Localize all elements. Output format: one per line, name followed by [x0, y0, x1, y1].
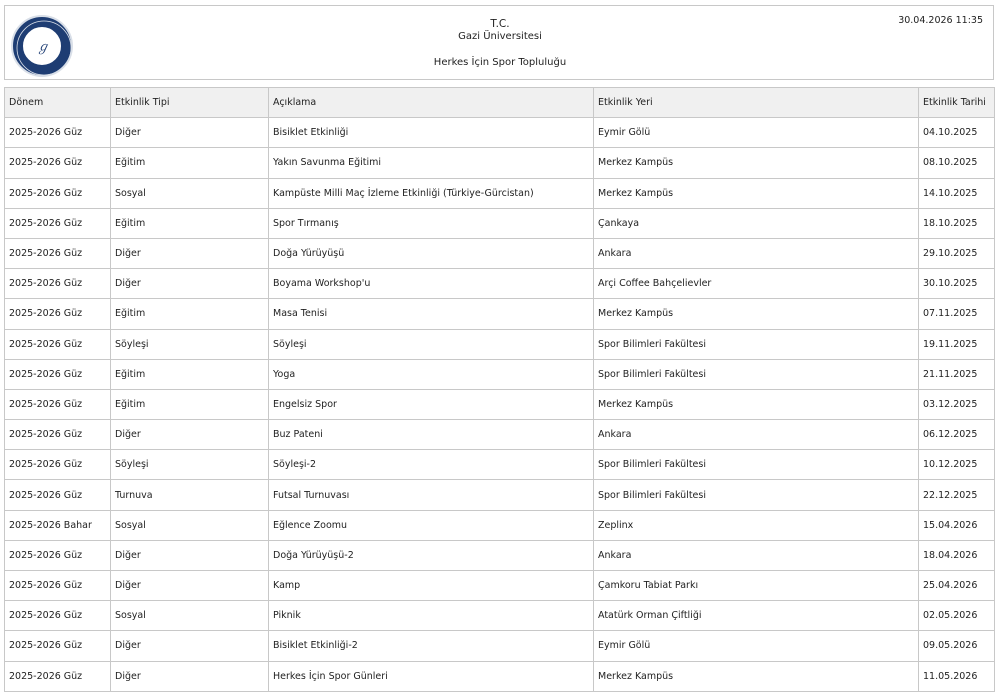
- cell-etkinlik-tipi: Sosyal: [111, 178, 269, 208]
- cell-etkinlik-yeri: Arçi Coffee Bahçelievler: [594, 269, 919, 299]
- cell-donem: 2025-2026 Güz: [5, 299, 111, 329]
- table-header-row: [5, 88, 995, 118]
- cell-aciklama: Spor Tırmanış: [269, 208, 594, 238]
- report-timestamp: 30.04.2026 11:35: [898, 15, 983, 26]
- cell-etkinlik-yeri: Eymir Gölü: [594, 631, 919, 661]
- cell-donem: 2025-2026 Güz: [5, 329, 111, 359]
- cell-etkinlik-tipi: Eğitim: [111, 389, 269, 419]
- header-university-name: Gazi Üniversitesi: [458, 31, 542, 42]
- cell-donem: 2025-2026 Güz: [5, 480, 111, 510]
- cell-etkinlik-tipi: Söyleşi: [111, 450, 269, 480]
- cell-aciklama: Doğa Yürüyüşü: [269, 238, 594, 268]
- cell-aciklama: Kampüste Milli Maç İzleme Etkinliği (Türkiye-Gürcistan): [269, 178, 594, 208]
- cell-etkinlik-yeri: Zeplinx: [594, 510, 919, 540]
- table-row: [5, 540, 995, 570]
- cell-etkinlik-tarihi: 14.10.2025: [919, 178, 995, 208]
- cell-etkinlik-tarihi: 06.12.2025: [919, 420, 995, 450]
- table-row: [5, 329, 995, 359]
- cell-aciklama: Söyleşi-2: [269, 450, 594, 480]
- cell-donem: 2025-2026 Güz: [5, 450, 111, 480]
- cell-aciklama: Masa Tenisi: [269, 299, 594, 329]
- table-row: [5, 148, 995, 178]
- cell-donem: 2025-2026 Bahar: [5, 510, 111, 540]
- cell-etkinlik-yeri: Merkez Kampüs: [594, 299, 919, 329]
- cell-etkinlik-yeri: Ankara: [594, 238, 919, 268]
- cell-donem: 2025-2026 Güz: [5, 269, 111, 299]
- cell-etkinlik-tipi: Diğer: [111, 631, 269, 661]
- cell-etkinlik-tarihi: 19.11.2025: [919, 329, 995, 359]
- cell-etkinlik-tipi: Sosyal: [111, 601, 269, 631]
- table-row: [5, 359, 995, 389]
- cell-aciklama: Buz Pateni: [269, 420, 594, 450]
- cell-etkinlik-tarihi: 02.05.2026: [919, 601, 995, 631]
- cell-etkinlik-tipi: Sosyal: [111, 510, 269, 540]
- cell-donem: 2025-2026 Güz: [5, 208, 111, 238]
- cell-etkinlik-tipi: Eğitim: [111, 148, 269, 178]
- cell-etkinlik-yeri: Ankara: [594, 420, 919, 450]
- header-club-name: Herkes İçin Spor Topluluğu: [433, 57, 567, 68]
- cell-donem: 2025-2026 Güz: [5, 238, 111, 268]
- cell-etkinlik-tarihi: 08.10.2025: [919, 148, 995, 178]
- cell-aciklama: Bisiklet Etkinliği-2: [269, 631, 594, 661]
- cell-etkinlik-yeri: Spor Bilimleri Fakültesi: [594, 450, 919, 480]
- cell-etkinlik-tipi: Diğer: [111, 540, 269, 570]
- column-header-etkinlik-yeri: Etkinlik Yeri: [594, 88, 919, 118]
- table-row: [5, 208, 995, 238]
- cell-etkinlik-tipi: Diğer: [111, 420, 269, 450]
- cell-aciklama: Kamp: [269, 571, 594, 601]
- table-row: [5, 601, 995, 631]
- column-header-donem: Dönem: [5, 88, 111, 118]
- cell-etkinlik-tipi: Diğer: [111, 118, 269, 148]
- cell-donem: 2025-2026 Güz: [5, 178, 111, 208]
- table-row: [5, 269, 995, 299]
- table-row: [5, 510, 995, 540]
- cell-aciklama: Söyleşi: [269, 329, 594, 359]
- cell-etkinlik-tipi: Eğitim: [111, 208, 269, 238]
- cell-etkinlik-yeri: Çamkoru Tabiat Parkı: [594, 571, 919, 601]
- cell-etkinlik-yeri: Merkez Kampüs: [594, 389, 919, 419]
- table-row: [5, 631, 995, 661]
- header-line-tc: T.C.: [490, 18, 510, 30]
- table-body: [5, 118, 995, 692]
- cell-aciklama: Piknik: [269, 601, 594, 631]
- cell-etkinlik-yeri: Çankaya: [594, 208, 919, 238]
- table-row: [5, 299, 995, 329]
- cell-etkinlik-tipi: Söyleşi: [111, 329, 269, 359]
- table-row: [5, 389, 995, 419]
- events-table: [4, 87, 995, 692]
- cell-etkinlik-tarihi: 25.04.2026: [919, 571, 995, 601]
- cell-etkinlik-tipi: Eğitim: [111, 359, 269, 389]
- cell-aciklama: Eğlence Zoomu: [269, 510, 594, 540]
- cell-etkinlik-yeri: Merkez Kampüs: [594, 661, 919, 691]
- cell-etkinlik-yeri: Spor Bilimleri Fakültesi: [594, 359, 919, 389]
- cell-etkinlik-tipi: Eğitim: [111, 299, 269, 329]
- cell-donem: 2025-2026 Güz: [5, 571, 111, 601]
- table-row: [5, 178, 995, 208]
- cell-etkinlik-tipi: Diğer: [111, 661, 269, 691]
- cell-etkinlik-tipi: Diğer: [111, 238, 269, 268]
- table-row: [5, 118, 995, 148]
- logo-script-mark: ℊ: [36, 40, 50, 55]
- cell-aciklama: Bisiklet Etkinliği: [269, 118, 594, 148]
- cell-etkinlik-tarihi: 18.10.2025: [919, 208, 995, 238]
- cell-donem: 2025-2026 Güz: [5, 601, 111, 631]
- cell-etkinlik-yeri: Atatürk Orman Çiftliği: [594, 601, 919, 631]
- cell-donem: 2025-2026 Güz: [5, 661, 111, 691]
- table-row: [5, 480, 995, 510]
- table-row: [5, 420, 995, 450]
- cell-etkinlik-yeri: Ankara: [594, 540, 919, 570]
- cell-etkinlik-tipi: Turnuva: [111, 480, 269, 510]
- cell-etkinlik-yeri: Spor Bilimleri Fakültesi: [594, 329, 919, 359]
- cell-etkinlik-tipi: Diğer: [111, 269, 269, 299]
- cell-etkinlik-tarihi: 15.04.2026: [919, 510, 995, 540]
- cell-aciklama: Engelsiz Spor: [269, 389, 594, 419]
- cell-etkinlik-tarihi: 18.04.2026: [919, 540, 995, 570]
- cell-donem: 2025-2026 Güz: [5, 420, 111, 450]
- table-row: [5, 571, 995, 601]
- column-header-aciklama: Açıklama: [269, 88, 594, 118]
- column-header-etkinlik-tipi: Etkinlik Tipi: [111, 88, 269, 118]
- cell-etkinlik-tipi: Diğer: [111, 571, 269, 601]
- table-row: [5, 450, 995, 480]
- column-header-etkinlik-tarihi: Etkinlik Tarihi: [919, 88, 995, 118]
- cell-etkinlik-yeri: Eymir Gölü: [594, 118, 919, 148]
- cell-etkinlik-tarihi: 29.10.2025: [919, 238, 995, 268]
- cell-etkinlik-tarihi: 09.05.2026: [919, 631, 995, 661]
- cell-aciklama: Herkes İçin Spor Günleri: [269, 661, 594, 691]
- cell-donem: 2025-2026 Güz: [5, 148, 111, 178]
- cell-aciklama: Futsal Turnuvası: [269, 480, 594, 510]
- cell-etkinlik-tarihi: 30.10.2025: [919, 269, 995, 299]
- cell-donem: 2025-2026 Güz: [5, 540, 111, 570]
- cell-etkinlik-yeri: Merkez Kampüs: [594, 178, 919, 208]
- cell-etkinlik-tarihi: 04.10.2025: [919, 118, 995, 148]
- table-row: [5, 661, 995, 691]
- cell-etkinlik-tarihi: 21.11.2025: [919, 359, 995, 389]
- cell-aciklama: Boyama Workshop'u: [269, 269, 594, 299]
- cell-etkinlik-tarihi: 07.11.2025: [919, 299, 995, 329]
- cell-etkinlik-tarihi: 11.05.2026: [919, 661, 995, 691]
- cell-aciklama: Yoga: [269, 359, 594, 389]
- cell-donem: 2025-2026 Güz: [5, 631, 111, 661]
- cell-donem: 2025-2026 Güz: [5, 389, 111, 419]
- table-row: [5, 238, 995, 268]
- cell-donem: 2025-2026 Güz: [5, 118, 111, 148]
- cell-etkinlik-tarihi: 03.12.2025: [919, 389, 995, 419]
- cell-etkinlik-yeri: Merkez Kampüs: [594, 148, 919, 178]
- cell-etkinlik-tarihi: 22.12.2025: [919, 480, 995, 510]
- cell-etkinlik-tarihi: 10.12.2025: [919, 450, 995, 480]
- cell-donem: 2025-2026 Güz: [5, 359, 111, 389]
- cell-aciklama: Doğa Yürüyüşü-2: [269, 540, 594, 570]
- report-header: [4, 5, 994, 80]
- cell-aciklama: Yakın Savunma Eğitimi: [269, 148, 594, 178]
- cell-etkinlik-yeri: Spor Bilimleri Fakültesi: [594, 480, 919, 510]
